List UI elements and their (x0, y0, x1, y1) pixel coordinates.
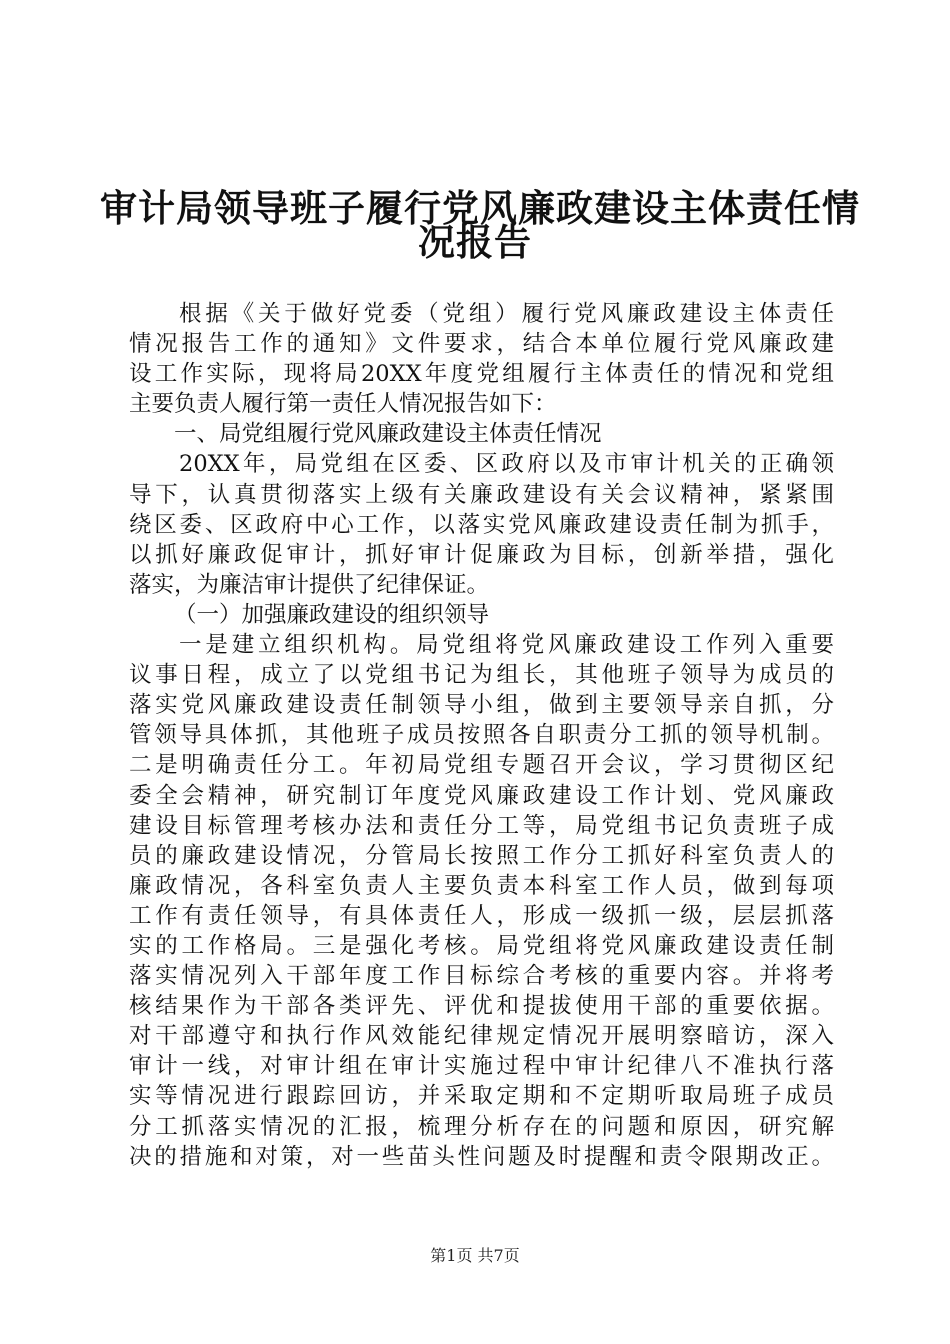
paragraph-line: 委全会精神，研究制订年度党风廉政建设工作计划、党风廉政 (129, 782, 834, 809)
paragraph-line: 对干部遵守和执行作风效能纪律规定情况开展明察暗访，深入 (129, 1023, 834, 1050)
document-title-line-1: 审计局领导班子履行党风廉政建设主体责任情 (100, 186, 860, 230)
document-title-line-2: 况报告 (418, 220, 532, 264)
paragraph-line: 设工作实际，现将局20XX年度党组履行主体责任的情况和党组 (129, 361, 834, 388)
paragraph-line: 导下，认真贯彻落实上级有关廉政建设有关会议精神，紧紧围 (129, 481, 834, 508)
paragraph-line: 20XX年，局党组在区委、区政府以及市审计机关的正确领 (179, 451, 834, 478)
paragraph-line: 实的工作格局。三是强化考核。局党组将党风廉政建设责任制 (129, 932, 834, 959)
paragraph-line: 落实党风廉政建设责任制领导小组，做到主要领导亲自抓，分 (129, 692, 834, 719)
paragraph-line: 分工抓落实情况的汇报，梳理分析存在的问题和原因，研究解 (129, 1113, 834, 1140)
section-heading: 一、局党组履行党风廉政建设主体责任情况 (174, 421, 602, 448)
paragraph-line: 核结果作为干部各类评先、评优和提拔使用干部的重要依据。 (129, 993, 834, 1020)
document-body (129, 299, 834, 1172)
paragraph-line: 情况报告工作的通知》文件要求，结合本单位履行党风廉政建 (129, 331, 834, 358)
paragraph-line: 二是明确责任分工。年初局党组专题召开会议，学习贯彻区纪 (129, 752, 834, 779)
paragraph-line: 实等情况进行跟踪回访，并采取定期和不定期听取局班子成员 (129, 1083, 834, 1110)
paragraph-line: 主要负责人履行第一责任人情况报告如下： (129, 391, 557, 418)
paragraph-line: 廉政情况，各科室负责人主要负责本科室工作人员，做到每项 (129, 872, 834, 899)
paragraph-line: 根据《关于做好党委（党组）履行党风廉政建设主体责任 (179, 301, 834, 327)
paragraph-line: 议事日程，成立了以党组书记为组长，其他班子领导为成员的 (129, 662, 834, 689)
paragraph-line: 管领导具体抓，其他班子成员按照各自职责分工抓的领导机制。 (129, 722, 834, 749)
subsection-heading: （一）加强廉政建设的组织领导 (174, 601, 490, 628)
paragraph-line: 员的廉政建设情况，分管局长按照工作分工抓好科室负责人的 (129, 842, 834, 869)
paragraph-line: 决的措施和对策，对一些苗头性问题及时提醒和责令限期改正。 (129, 1143, 834, 1170)
paragraph-line: 一是建立组织机构。局党组将党风廉政建设工作列入重要 (179, 632, 834, 659)
paragraph-line: 以抓好廉政促审计，抓好审计促廉政为目标，创新举措，强化 (129, 541, 834, 568)
paragraph-line: 落实，为廉洁审计提供了纪律保证。 (129, 571, 490, 598)
page-number-footer: 第1页 共7页 (430, 1246, 520, 1265)
paragraph-line: 建设目标管理考核办法和责任分工等，局党组书记负责班子成 (129, 812, 834, 839)
paragraph-line: 绕区委、区政府中心工作，以落实党风廉政建设责任制为抓手， (129, 511, 834, 538)
paragraph-line: 落实情况列入干部年度工作目标综合考核的重要内容。并将考 (129, 963, 834, 990)
paragraph-line: 审计一线，对审计组在审计实施过程中审计纪律八不准执行落 (129, 1053, 834, 1080)
paragraph-line: 工作有责任领导，有具体责任人，形成一级抓一级，层层抓落 (129, 902, 834, 929)
